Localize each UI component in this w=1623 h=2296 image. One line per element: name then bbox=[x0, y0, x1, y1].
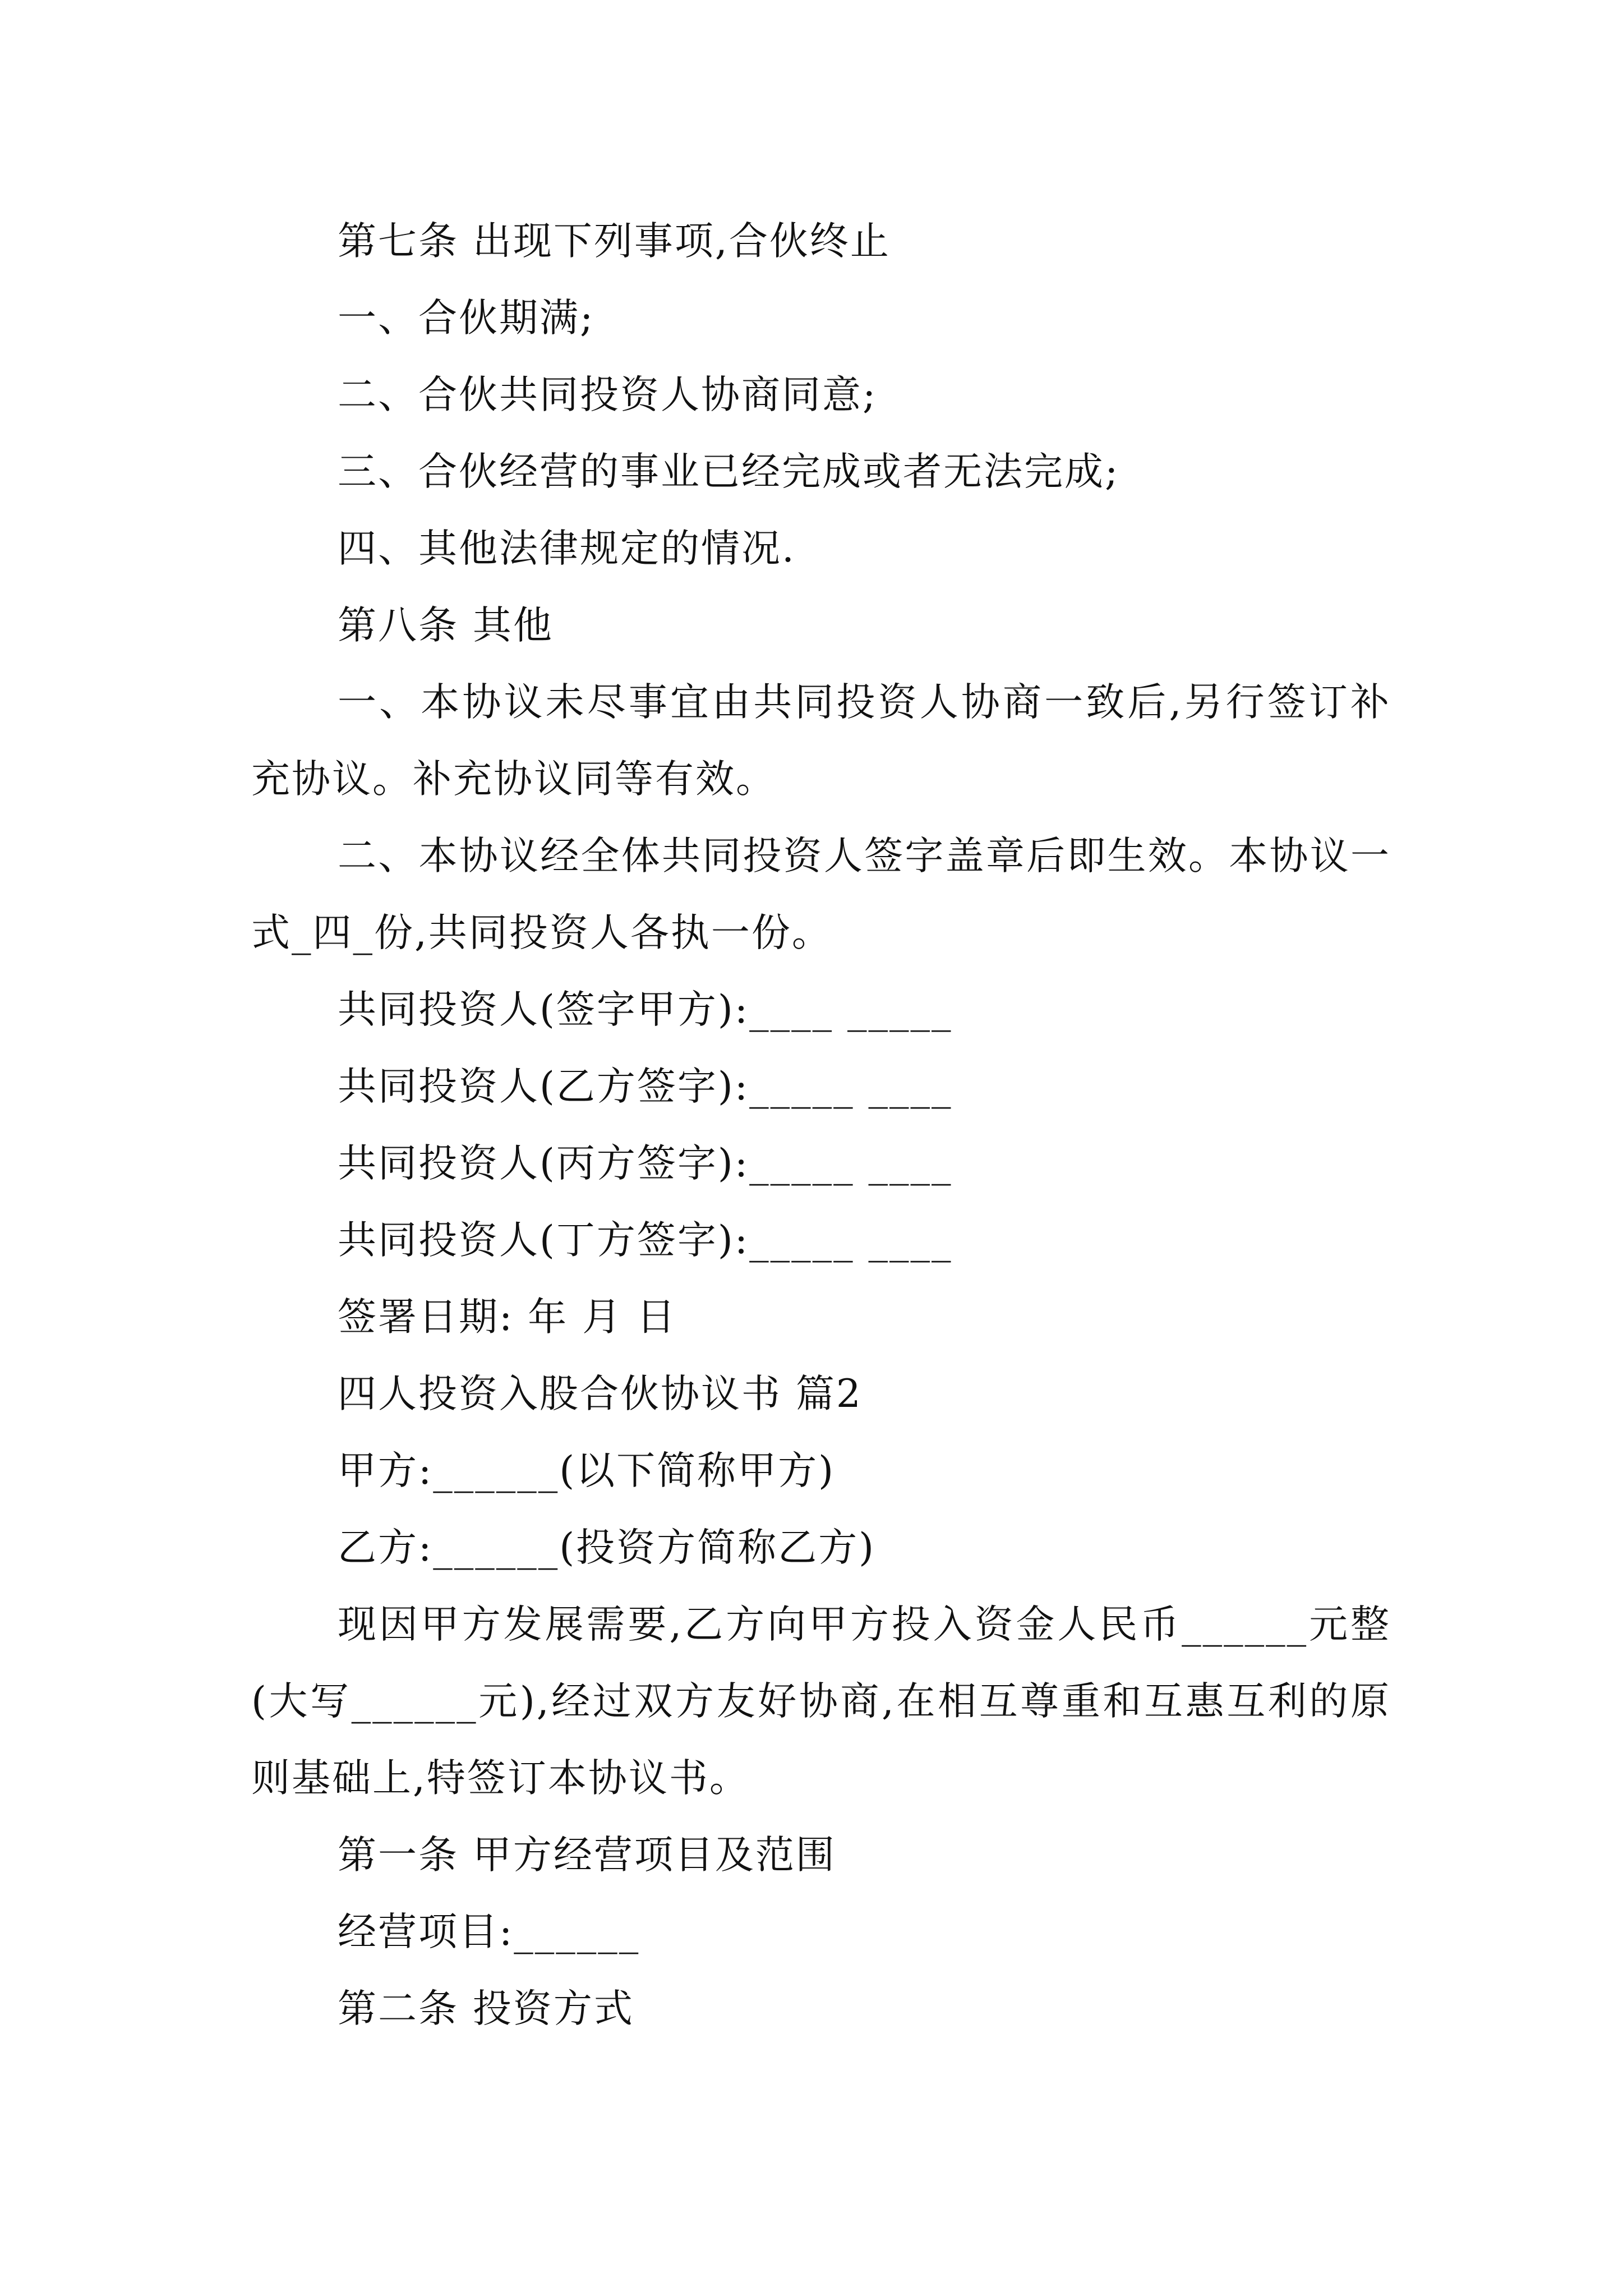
article-7-heading: 第七条 出现下列事项,合伙终止 bbox=[338, 219, 891, 264]
article-8-heading: 第八条 其他 bbox=[338, 603, 554, 648]
article-2-heading: 第二条 投资方式 bbox=[338, 1986, 634, 2031]
party-b-line: 乙方:______(投资方简称乙方) bbox=[338, 1525, 876, 1570]
signing-date: 签署日期: 年 月 日 bbox=[338, 1295, 677, 1340]
termination-item-4: 四、其他法律规定的情况. bbox=[338, 526, 796, 571]
business-project-line: 经营项目:______ bbox=[338, 1910, 640, 1954]
article-1-heading: 第一条 甲方经营项目及范围 bbox=[338, 1833, 836, 1878]
other-item-1: 一、本协议未尽事宜由共同投资人协商一致后,另行签订补充协议。补充协议同等有效。 bbox=[251, 680, 1391, 802]
termination-item-3: 三、合伙经营的事业已经完成或者无法完成; bbox=[338, 449, 1120, 494]
section-title-part-2: 四人投资入股合伙协议书 篇2 bbox=[338, 1372, 863, 1416]
termination-item-1: 一、合伙期满; bbox=[338, 296, 595, 341]
signature-party-b: 共同投资人(乙方签字):_____ ____ bbox=[338, 1064, 953, 1109]
party-a-line: 甲方:______(以下简称甲方) bbox=[338, 1448, 836, 1493]
other-item-2: 二、本协议经全体共同投资人签字盖章后即生效。本协议一式_四_份,共同投资人各执一份。 bbox=[251, 834, 1391, 955]
signature-party-c: 共同投资人(丙方签字):_____ ____ bbox=[338, 1141, 953, 1186]
signature-party-d: 共同投资人(丁方签字):_____ ____ bbox=[338, 1218, 953, 1263]
termination-item-2: 二、合伙共同投资人协商同意; bbox=[338, 372, 878, 417]
document-body bbox=[251, 203, 1391, 2047]
signature-party-a: 共同投资人(签字甲方):____ _____ bbox=[338, 987, 953, 1032]
preamble-paragraph: 现因甲方发展需要,乙方向甲方投入资金人民币______元整(大写______元),经过双方友好协商,在相互尊重和互惠互利的原则基础上,特签订本协议书。 bbox=[251, 1602, 1391, 1801]
